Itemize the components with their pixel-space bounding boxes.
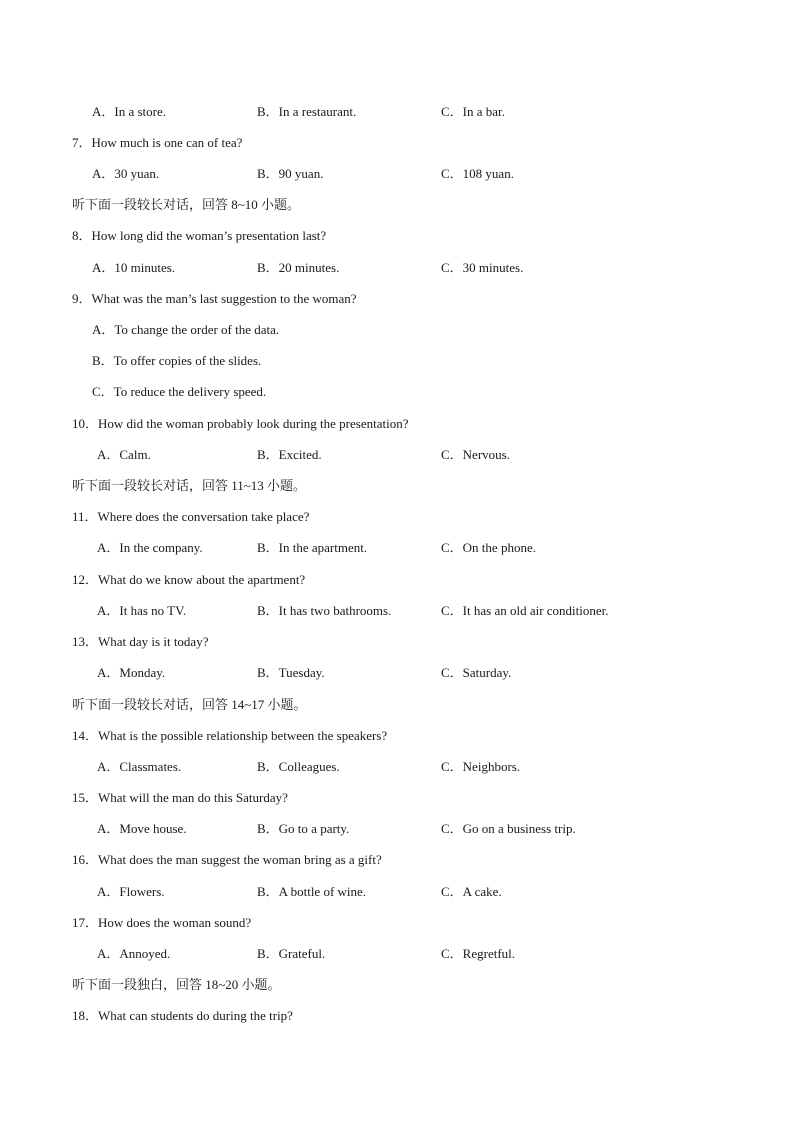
q9-question: 9．What was the man’s last suggestion to the woman? [72, 291, 357, 306]
q16-question: 16．What does the man suggest the woman bring as a gift? [72, 852, 382, 867]
q7-option-a: A．30 yuan. [92, 166, 160, 181]
q12-options [0, 601, 794, 621]
section-heading-11-13: 听下面一段较长对话，回答 11~13 小题。 [72, 478, 307, 493]
q13-option-c: C．Saturday. [441, 665, 512, 680]
q14-option-b: B．Colleagues. [257, 759, 340, 774]
q10-option-c: C．Nervous. [441, 447, 510, 462]
q15-option-a: A．Move house. [97, 821, 187, 836]
q17-option-a: A．Annoyed. [97, 946, 171, 961]
q9-option-b: B．To offer copies of the slides. [92, 353, 262, 368]
q11-option-a: A．In the company. [97, 540, 203, 555]
q13-option-a: A．Monday. [97, 665, 166, 680]
section-heading-18-20: 听下面一段独白，回答 18~20 小题。 [72, 977, 281, 992]
q9-option-c: C．To reduce the delivery speed. [92, 384, 267, 399]
section-heading-8-10: 听下面一段较长对话，回答 8~10 小题。 [72, 197, 301, 212]
q15-option-c: C．Go on a business trip. [441, 821, 576, 836]
q17-options [0, 944, 794, 964]
q16-option-a: A．Flowers. [97, 884, 165, 899]
q16-options [0, 882, 794, 902]
q16-option-b: B．A bottle of wine. [257, 884, 367, 899]
q7-question: 7．How much is one can of tea? [72, 135, 243, 150]
q12-option-c: C．It has an old air conditioner. [441, 603, 609, 618]
q12-question: 12．What do we know about the apartment? [72, 572, 306, 587]
q7-option-c: C．108 yuan. [441, 166, 514, 181]
q10-options [0, 445, 794, 465]
q17-option-b: B．Grateful. [257, 946, 326, 961]
q18-question: 18．What can students do during the trip? [72, 1008, 293, 1023]
q13-options [0, 663, 794, 683]
q10-option-a: A．Calm. [97, 447, 151, 462]
q15-options [0, 819, 794, 839]
q8-question: 8．How long did the woman’s presentation last? [72, 228, 327, 243]
q12-option-b: B．It has two bathrooms. [257, 603, 392, 618]
q10-question: 10．How did the woman probably look during the presentation? [72, 416, 409, 431]
q11-option-c: C．On the phone. [441, 540, 536, 555]
q15-question: 15．What will the man do this Saturday? [72, 790, 288, 805]
q8-option-b: B．20 minutes. [257, 260, 340, 275]
q8-option-c: C．30 minutes. [441, 260, 524, 275]
q14-option-a: A．Classmates. [97, 759, 182, 774]
q6-option-b: B．In a restaurant. [257, 104, 357, 119]
q16-option-c: C．A cake. [441, 884, 502, 899]
q9-option-a: A．To change the order of the data. [92, 322, 280, 337]
q11-question: 11．Where does the conversation take place? [72, 509, 310, 524]
q17-question: 17．How does the woman sound? [72, 915, 252, 930]
q8-options [0, 258, 794, 278]
q7-options [0, 164, 794, 184]
q13-option-b: B．Tuesday. [257, 665, 325, 680]
q17-option-c: C．Regretful. [441, 946, 516, 961]
q8-option-a: A．10 minutes. [92, 260, 176, 275]
q13-question: 13．What day is it today? [72, 634, 209, 649]
q6-option-c: C．In a bar. [441, 104, 505, 119]
q11-option-b: B．In the apartment. [257, 540, 368, 555]
q11-options [0, 538, 794, 558]
q12-option-a: A．It has no TV. [97, 603, 187, 618]
q6-option-a: A．In a store. [92, 104, 167, 119]
q14-options [0, 757, 794, 777]
q15-option-b: B．Go to a party. [257, 821, 350, 836]
q14-option-c: C．Neighbors. [441, 759, 521, 774]
q10-option-b: B．Excited. [257, 447, 322, 462]
q14-question: 14．What is the possible relationship between the speakers? [72, 728, 388, 743]
section-heading-14-17: 听下面一段较长对话，回答 14~17 小题。 [72, 697, 307, 712]
q7-option-b: B．90 yuan. [257, 166, 324, 181]
q6-options [0, 102, 794, 122]
